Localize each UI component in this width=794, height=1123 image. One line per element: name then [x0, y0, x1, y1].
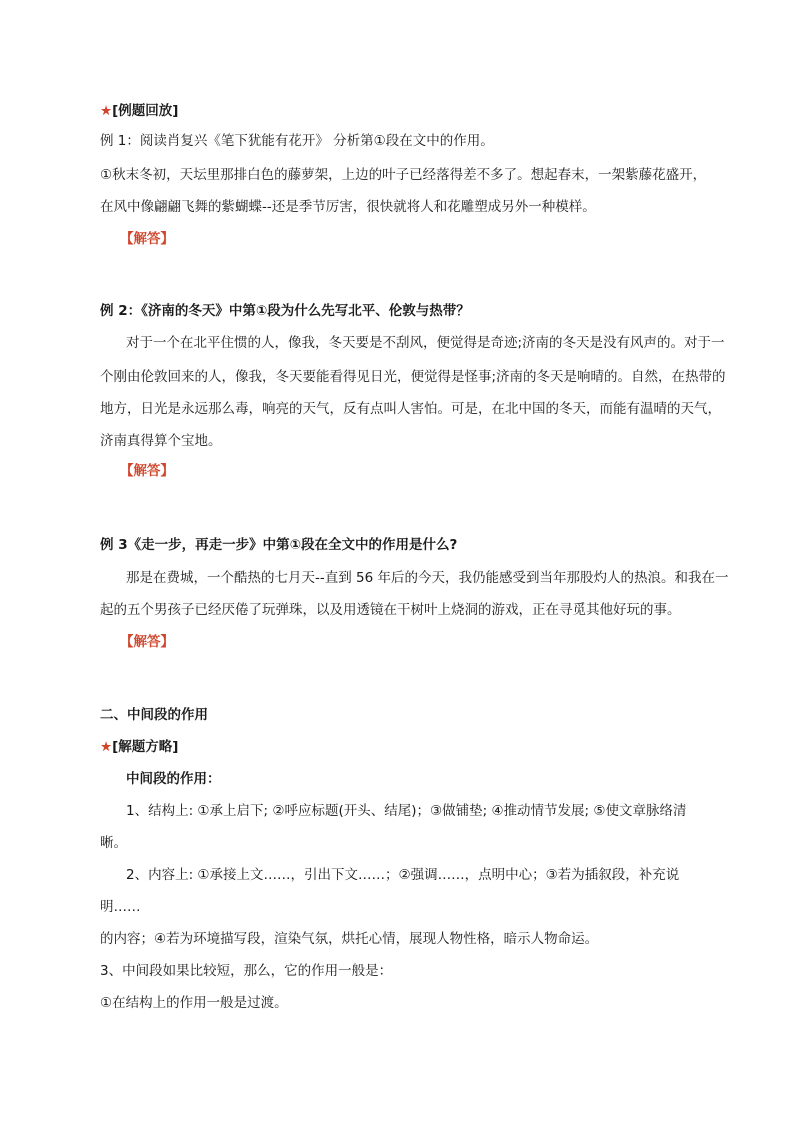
strategy-item-line: 明…… [100, 899, 141, 915]
strategy-item-line: 3、中间段如果比较短，那么，它的作用一般是： [100, 963, 393, 979]
section-heading-example-review: ★[例题回放] [100, 103, 179, 119]
star-icon: ★ [100, 739, 113, 755]
strategy-item-line: 2、内容上: ①承接上文……，引出下文……；②强调……，点明中心；③若为插叙段，补充说 [126, 867, 680, 883]
section-title-middle-paragraph: 二、中间段的作用 [100, 707, 208, 723]
example-1-question: 例 1：阅读肖复兴《笔下犹能有花开》 分析第①段在文中的作用。 [100, 133, 494, 149]
strategy-item-line: 的内容；④若为环境描写段，渲染气氛，烘托心情，展现人物性格，暗示人物命运。 [100, 931, 599, 947]
example-2-passage-line: 济南真得算个宝地。 [100, 433, 222, 449]
star-icon: ★ [100, 103, 113, 119]
example-1-answer-label: 【解答】 [120, 231, 174, 247]
example-2-passage-line: 个刚由伦敦回来的人，像我，冬天要能看得见日光，便觉得是怪事;济南的冬天是响晴的。自然，在热带的 [100, 369, 726, 385]
example-3-answer-label: 【解答】 [120, 634, 174, 650]
example-1-passage-line: ①秋末冬初，天坛里那排白色的藤萝架，上边的叶子已经落得差不多了。想起春末，一架紫藤花盛开， [100, 167, 707, 183]
example-2-answer-label: 【解答】 [120, 463, 174, 479]
strategy-item-line: 晰。 [100, 835, 127, 851]
strategy-item-line: 1、结构上: ①承上启下; ②呼应标题(开头、结尾)；③做铺垫; ④推动情节发展; ⑤使文章脉络清 [126, 803, 687, 819]
strategy-item-line: ①在结构上的作用一般是过渡。 [100, 995, 288, 1011]
strategy-subheading: 中间段的作用： [126, 771, 221, 787]
section-heading-strategy: ★[解题方略] [100, 739, 179, 755]
example-2-passage-line: 地方，日光是永远那么毒，响亮的天气，反有点叫人害怕。可是，在北中国的冬天，而能有温晴的天气， [100, 401, 721, 417]
example-3-passage-line: 那是在费城，一个酷热的七月天--直到 56 年后的今天，我仍能感受到当年那股灼人的热浪。和我在一 [126, 570, 729, 586]
example-1-passage-line: 在风中像翩翩飞舞的紫蝴蝶--还是季节厉害，很快就将人和花雕塑成另外一种模样。 [100, 199, 596, 215]
example-3-question: 例 3《走一步，再走一步》中第①段在全文中的作用是什么? [100, 537, 458, 553]
example-3-passage-line: 起的五个男孩子已经厌倦了玩弹珠，以及用透镜在干树叶上烧洞的游戏，正在寻觅其他好玩的事。 [100, 602, 681, 618]
example-2-question: 例 2：《济南的冬天》中第①段为什么先写北平、伦敦与热带？ [100, 303, 470, 319]
example-2-passage-line: 对于一个在北平住惯的人，像我，冬天要是不刮风，便觉得是奇迹;济南的冬天是没有风声的。对于一 [126, 335, 725, 351]
